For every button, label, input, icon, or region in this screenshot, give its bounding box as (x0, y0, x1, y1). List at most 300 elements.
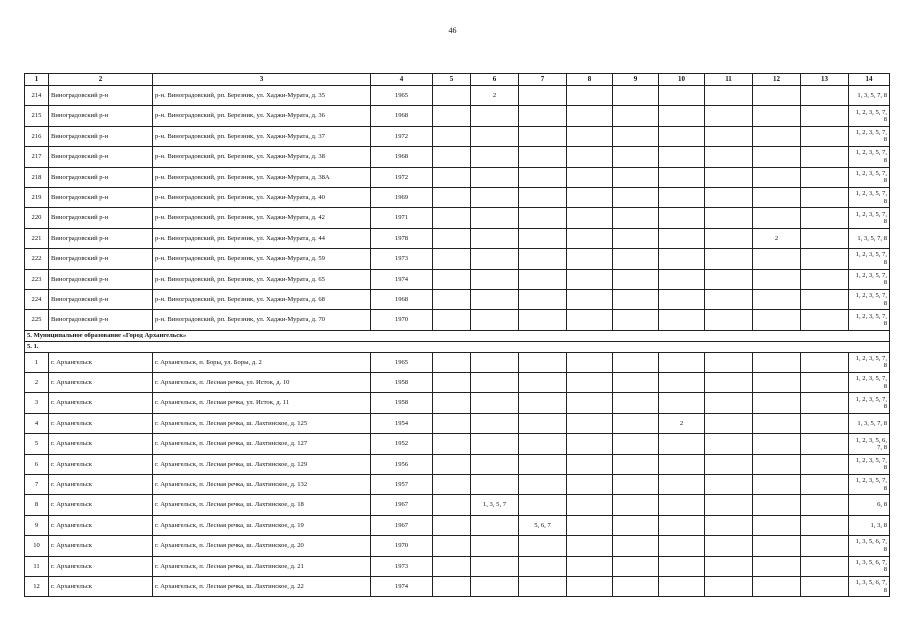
col-12-cell (753, 373, 801, 393)
year-cell: 1974 (371, 269, 433, 289)
col-14-cell: 1, 2, 3, 5, 7, 8 (849, 147, 890, 167)
col-6-cell (471, 536, 519, 556)
col-9-cell (613, 269, 659, 289)
col-9-cell (613, 515, 659, 535)
address-cell: г. Архангельск, п. Лесная речка, ш. Лахтинское, д. 125 (153, 413, 371, 433)
col-8-cell (567, 187, 613, 207)
col-8-cell (567, 106, 613, 126)
district-cell: г. Архангельск (49, 454, 153, 474)
col-8-cell (567, 167, 613, 187)
col-12-cell (753, 289, 801, 309)
col-11-cell (705, 147, 753, 167)
col-14-cell: 1, 2, 3, 5, 7, 8 (849, 106, 890, 126)
col-6-cell (471, 413, 519, 433)
col-14-cell: 1, 3, 5, 7, 8 (849, 86, 890, 106)
col-9-cell (613, 167, 659, 187)
col-5-cell (433, 187, 471, 207)
col-5-cell (433, 106, 471, 126)
col-7-cell (519, 147, 567, 167)
col-11-cell (705, 536, 753, 556)
col-14-cell: 1, 2, 3, 5, 7, 8 (849, 187, 890, 207)
district-cell: г. Архангельск (49, 373, 153, 393)
col-11-cell (705, 289, 753, 309)
year-cell: 1978 (371, 228, 433, 248)
col-5-cell (433, 454, 471, 474)
col-7-cell (519, 249, 567, 269)
col-5-cell (433, 289, 471, 309)
col-12-cell (753, 454, 801, 474)
col-12-cell (753, 556, 801, 576)
col-12-cell (753, 576, 801, 596)
col-7-cell (519, 289, 567, 309)
col-13-cell (801, 269, 849, 289)
col-10-cell: 2 (659, 413, 705, 433)
year-cell: 1968 (371, 147, 433, 167)
col-6-cell (471, 556, 519, 576)
col-6-cell (471, 106, 519, 126)
col-13-cell (801, 126, 849, 146)
address-cell: р-н. Виноградовский, рп. Березник, ул. Хаджи-Мурата, д. 65 (153, 269, 371, 289)
col-14-cell: 1, 2, 3, 5, 7, 8 (849, 393, 890, 413)
col-8-cell (567, 475, 613, 495)
address-cell: г. Архангельск, п. Лесная речка, ш. Лахтинское, д. 19 (153, 515, 371, 535)
col-14-cell: 1, 3, 5, 7, 8 (849, 228, 890, 248)
col-12-cell (753, 495, 801, 515)
col-12-cell (753, 475, 801, 495)
col-13-cell (801, 310, 849, 330)
col-12-cell (753, 106, 801, 126)
col-10-cell (659, 167, 705, 187)
register-table (24, 73, 890, 597)
district-cell: Виноградовский р-н (49, 289, 153, 309)
col-13-cell (801, 373, 849, 393)
col-5-cell (433, 269, 471, 289)
col-7-cell (519, 393, 567, 413)
col-14-cell: 1, 3, 5, 7, 8 (849, 413, 890, 433)
col-13-cell (801, 413, 849, 433)
table-row (25, 310, 890, 330)
address-cell: р-н. Виноградовский, рп. Березник, ул. Хаджи-Мурата, д. 68 (153, 289, 371, 309)
address-cell: р-н. Виноградовский, рп. Березник, ул. Хаджи-Мурата, д. 40 (153, 187, 371, 207)
col-14-cell: 1, 2, 3, 5, 7, 8 (849, 373, 890, 393)
address-cell: г. Архангельск, п. Боры, ул. Боры, д. 2 (153, 352, 371, 372)
table-row (25, 576, 890, 596)
col-11-cell (705, 434, 753, 454)
col-13-cell (801, 495, 849, 515)
col-8-cell (567, 454, 613, 474)
col-9-cell (613, 352, 659, 372)
col-7-cell (519, 454, 567, 474)
column-header: 13 (801, 74, 849, 86)
col-5-cell (433, 413, 471, 433)
row-number: 224 (25, 289, 49, 309)
col-6-cell (471, 126, 519, 146)
col-7-cell (519, 167, 567, 187)
row-number: 8 (25, 495, 49, 515)
col-8-cell (567, 393, 613, 413)
col-13-cell (801, 475, 849, 495)
col-13-cell (801, 536, 849, 556)
table-row (25, 249, 890, 269)
col-10-cell (659, 86, 705, 106)
col-9-cell (613, 475, 659, 495)
col-11-cell (705, 576, 753, 596)
col-8-cell (567, 126, 613, 146)
col-6-cell (471, 269, 519, 289)
col-10-cell (659, 208, 705, 228)
col-5-cell (433, 434, 471, 454)
address-cell: р-н. Виноградовский, рп. Березник, ул. Хаджи-Мурата, д. 38 (153, 147, 371, 167)
col-10-cell (659, 249, 705, 269)
district-cell: г. Архангельск (49, 495, 153, 515)
district-cell: г. Архангельск (49, 393, 153, 413)
row-number: 216 (25, 126, 49, 146)
address-cell: р-н. Виноградовский, рп. Березник, ул. Хаджи-Мурата, д. 44 (153, 228, 371, 248)
district-cell: г. Архангельск (49, 556, 153, 576)
row-number: 5 (25, 434, 49, 454)
row-number: 10 (25, 536, 49, 556)
col-12-cell (753, 536, 801, 556)
district-cell: Виноградовский р-н (49, 147, 153, 167)
col-14-cell: 1, 2, 3, 5, 7, 8 (849, 454, 890, 474)
col-8-cell (567, 86, 613, 106)
column-header: 3 (153, 74, 371, 86)
col-5-cell (433, 352, 471, 372)
col-9-cell (613, 126, 659, 146)
address-cell: г. Архангельск, п. Лесная речка, ш. Лахтинское, д. 21 (153, 556, 371, 576)
column-header: 4 (371, 74, 433, 86)
col-9-cell (613, 147, 659, 167)
address-cell: р-н. Виноградовский, рп. Березник, ул. Хаджи-Мурата, д. 37 (153, 126, 371, 146)
col-6-cell (471, 475, 519, 495)
column-header: 2 (49, 74, 153, 86)
col-11-cell (705, 413, 753, 433)
subsection-row (25, 341, 890, 352)
col-8-cell (567, 495, 613, 515)
col-5-cell (433, 393, 471, 413)
col-11-cell (705, 475, 753, 495)
table-row (25, 475, 890, 495)
col-7-cell (519, 208, 567, 228)
row-number: 6 (25, 454, 49, 474)
address-cell: р-н. Виноградовский, рп. Березник, ул. Хаджи-Мурата, д. 59 (153, 249, 371, 269)
col-9-cell (613, 86, 659, 106)
col-5-cell (433, 515, 471, 535)
col-11-cell (705, 106, 753, 126)
col-14-cell: 1, 2, 3, 5, 7, 8 (849, 167, 890, 187)
col-8-cell (567, 147, 613, 167)
address-cell: р-н. Виноградовский, рп. Березник, ул. Хаджи-Мурата, д. 35 (153, 86, 371, 106)
address-cell: г. Архангельск, п. Лесная речка, ш. Лахтинское, д. 129 (153, 454, 371, 474)
column-header: 12 (753, 74, 801, 86)
subsection-title: 5. 1. (25, 341, 890, 352)
col-14-cell: 6, 8 (849, 495, 890, 515)
district-cell: Виноградовский р-н (49, 269, 153, 289)
year-cell: 1958 (371, 393, 433, 413)
col-12-cell (753, 187, 801, 207)
col-12-cell (753, 413, 801, 433)
row-number: 217 (25, 147, 49, 167)
district-cell: г. Архангельск (49, 413, 153, 433)
col-9-cell (613, 536, 659, 556)
col-10-cell (659, 106, 705, 126)
col-9-cell (613, 434, 659, 454)
row-number: 7 (25, 475, 49, 495)
col-14-cell: 1, 2, 3, 5, 7, 8 (849, 352, 890, 372)
year-cell: 1965 (371, 86, 433, 106)
col-6-cell: 1, 3, 5, 7 (471, 495, 519, 515)
col-5-cell (433, 475, 471, 495)
col-10-cell (659, 310, 705, 330)
col-14-cell: 1, 2, 3, 5, 7, 8 (849, 126, 890, 146)
col-9-cell (613, 289, 659, 309)
col-10-cell (659, 126, 705, 146)
col-12-cell (753, 167, 801, 187)
col-8-cell (567, 228, 613, 248)
district-cell: г. Архангельск (49, 536, 153, 556)
col-6-cell (471, 187, 519, 207)
col-12-cell (753, 147, 801, 167)
col-6-cell (471, 249, 519, 269)
table-row (25, 289, 890, 309)
address-cell: г. Архангельск, п. Лесная речка, ш. Лахтинское, д. 132 (153, 475, 371, 495)
table-row (25, 86, 890, 106)
col-8-cell (567, 269, 613, 289)
column-header: 6 (471, 74, 519, 86)
district-cell: г. Архангельск (49, 475, 153, 495)
col-6-cell (471, 576, 519, 596)
col-10-cell (659, 536, 705, 556)
col-9-cell (613, 106, 659, 126)
table-row (25, 536, 890, 556)
district-cell: Виноградовский р-н (49, 187, 153, 207)
col-14-cell: 1, 2, 3, 5, 7, 8 (849, 289, 890, 309)
col-12-cell (753, 352, 801, 372)
col-13-cell (801, 147, 849, 167)
col-5-cell (433, 147, 471, 167)
column-header: 11 (705, 74, 753, 86)
year-cell: 1973 (371, 249, 433, 269)
col-13-cell (801, 434, 849, 454)
col-7-cell (519, 475, 567, 495)
table-row (25, 126, 890, 146)
col-5-cell (433, 373, 471, 393)
col-9-cell (613, 556, 659, 576)
col-5-cell (433, 576, 471, 596)
year-cell: 1970 (371, 536, 433, 556)
district-cell: Виноградовский р-н (49, 249, 153, 269)
row-number: 2 (25, 373, 49, 393)
col-7-cell (519, 556, 567, 576)
col-11-cell (705, 187, 753, 207)
district-cell: Виноградовский р-н (49, 228, 153, 248)
col-7-cell (519, 106, 567, 126)
col-13-cell (801, 208, 849, 228)
year-cell: 1967 (371, 515, 433, 535)
year-cell: 1971 (371, 208, 433, 228)
year-cell: 1954 (371, 413, 433, 433)
table-row (25, 495, 890, 515)
row-number: 11 (25, 556, 49, 576)
col-12-cell (753, 269, 801, 289)
district-cell: г. Архангельск (49, 352, 153, 372)
row-number: 225 (25, 310, 49, 330)
district-cell: Виноградовский р-н (49, 86, 153, 106)
col-11-cell (705, 352, 753, 372)
col-10-cell (659, 187, 705, 207)
col-13-cell (801, 556, 849, 576)
col-8-cell (567, 352, 613, 372)
col-9-cell (613, 373, 659, 393)
section-title: 5. Муниципальное образование «Город Архангельск» (25, 330, 890, 341)
col-5-cell (433, 167, 471, 187)
col-10-cell (659, 147, 705, 167)
col-13-cell (801, 515, 849, 535)
column-header: 9 (613, 74, 659, 86)
col-11-cell (705, 454, 753, 474)
col-6-cell (471, 393, 519, 413)
col-13-cell (801, 167, 849, 187)
col-14-cell: 1, 3, 5, 6, 7, 8 (849, 576, 890, 596)
col-11-cell (705, 249, 753, 269)
address-cell: г. Архангельск, п. Лесная речка, ш. Лахтинское, д. 20 (153, 536, 371, 556)
col-9-cell (613, 413, 659, 433)
col-6-cell (471, 434, 519, 454)
col-14-cell: 1, 2, 3, 5, 6, 7, 8 (849, 434, 890, 454)
district-cell: г. Архангельск (49, 515, 153, 535)
col-8-cell (567, 208, 613, 228)
year-cell: 1952 (371, 434, 433, 454)
col-5-cell (433, 536, 471, 556)
col-6-cell (471, 373, 519, 393)
col-10-cell (659, 289, 705, 309)
row-number: 9 (25, 515, 49, 535)
col-10-cell (659, 515, 705, 535)
col-12-cell (753, 86, 801, 106)
header-row (25, 74, 890, 86)
col-12-cell: 2 (753, 228, 801, 248)
table-row (25, 208, 890, 228)
year-cell: 1957 (371, 475, 433, 495)
col-8-cell (567, 536, 613, 556)
col-6-cell (471, 167, 519, 187)
district-cell: Виноградовский р-н (49, 167, 153, 187)
col-8-cell (567, 289, 613, 309)
col-10-cell (659, 269, 705, 289)
row-number: 222 (25, 249, 49, 269)
page-number: 46 (448, 26, 457, 35)
row-number: 219 (25, 187, 49, 207)
col-7-cell (519, 228, 567, 248)
col-11-cell (705, 310, 753, 330)
col-13-cell (801, 106, 849, 126)
col-7-cell: 5, 6, 7 (519, 515, 567, 535)
col-9-cell (613, 249, 659, 269)
row-number: 3 (25, 393, 49, 413)
col-9-cell (613, 187, 659, 207)
address-cell: г. Архангельск, п. Лесная речка, ул. Исток, д. 10 (153, 373, 371, 393)
row-number: 223 (25, 269, 49, 289)
address-cell: р-н. Виноградовский, рп. Березник, ул. Хаджи-Мурата, д. 36 (153, 106, 371, 126)
col-9-cell (613, 454, 659, 474)
column-header: 14 (849, 74, 890, 86)
row-number: 214 (25, 86, 49, 106)
col-6-cell (471, 289, 519, 309)
col-10-cell (659, 373, 705, 393)
col-7-cell (519, 310, 567, 330)
col-8-cell (567, 515, 613, 535)
col-13-cell (801, 576, 849, 596)
row-number: 4 (25, 413, 49, 433)
col-14-cell: 1, 2, 3, 5, 7, 8 (849, 249, 890, 269)
col-13-cell (801, 393, 849, 413)
year-cell: 1974 (371, 576, 433, 596)
district-cell: Виноградовский р-н (49, 106, 153, 126)
address-cell: р-н. Виноградовский, рп. Березник, ул. Хаджи-Мурата, д. 38А (153, 167, 371, 187)
col-7-cell (519, 187, 567, 207)
table-row (25, 269, 890, 289)
address-cell: г. Архангельск, п. Лесная речка, ш. Лахтинское, д. 127 (153, 434, 371, 454)
col-13-cell (801, 352, 849, 372)
col-5-cell (433, 208, 471, 228)
year-cell: 1968 (371, 106, 433, 126)
col-7-cell (519, 536, 567, 556)
table-row (25, 352, 890, 372)
col-12-cell (753, 126, 801, 146)
col-6-cell (471, 208, 519, 228)
address-cell: г. Архангельск, п. Лесная речка, ш. Лахтинское, д. 22 (153, 576, 371, 596)
col-13-cell (801, 228, 849, 248)
column-header: 7 (519, 74, 567, 86)
col-13-cell (801, 249, 849, 269)
year-cell: 1970 (371, 310, 433, 330)
col-10-cell (659, 475, 705, 495)
col-10-cell (659, 393, 705, 413)
col-6-cell (471, 228, 519, 248)
col-12-cell (753, 434, 801, 454)
col-6-cell (471, 454, 519, 474)
col-10-cell (659, 228, 705, 248)
col-5-cell (433, 249, 471, 269)
section-row (25, 330, 890, 341)
year-cell: 1972 (371, 126, 433, 146)
col-10-cell (659, 495, 705, 515)
col-12-cell (753, 208, 801, 228)
col-6-cell (471, 515, 519, 535)
col-9-cell (613, 310, 659, 330)
address-cell: г. Архангельск, п. Лесная речка, ул. Исток, д. 11 (153, 393, 371, 413)
address-cell: р-н. Виноградовский, рп. Березник, ул. Хаджи-Мурата, д. 42 (153, 208, 371, 228)
col-12-cell (753, 310, 801, 330)
col-13-cell (801, 187, 849, 207)
col-10-cell (659, 576, 705, 596)
table-row (25, 147, 890, 167)
row-number: 218 (25, 167, 49, 187)
col-9-cell (613, 228, 659, 248)
col-5-cell (433, 495, 471, 515)
year-cell: 1956 (371, 454, 433, 474)
col-7-cell (519, 352, 567, 372)
col-7-cell (519, 413, 567, 433)
col-5-cell (433, 228, 471, 248)
row-number: 12 (25, 576, 49, 596)
district-cell: г. Архангельск (49, 576, 153, 596)
col-7-cell (519, 576, 567, 596)
address-cell: г. Архангельск, п. Лесная речка, ш. Лахтинское, д. 18 (153, 495, 371, 515)
year-cell: 1969 (371, 187, 433, 207)
col-8-cell (567, 413, 613, 433)
col-7-cell (519, 126, 567, 146)
